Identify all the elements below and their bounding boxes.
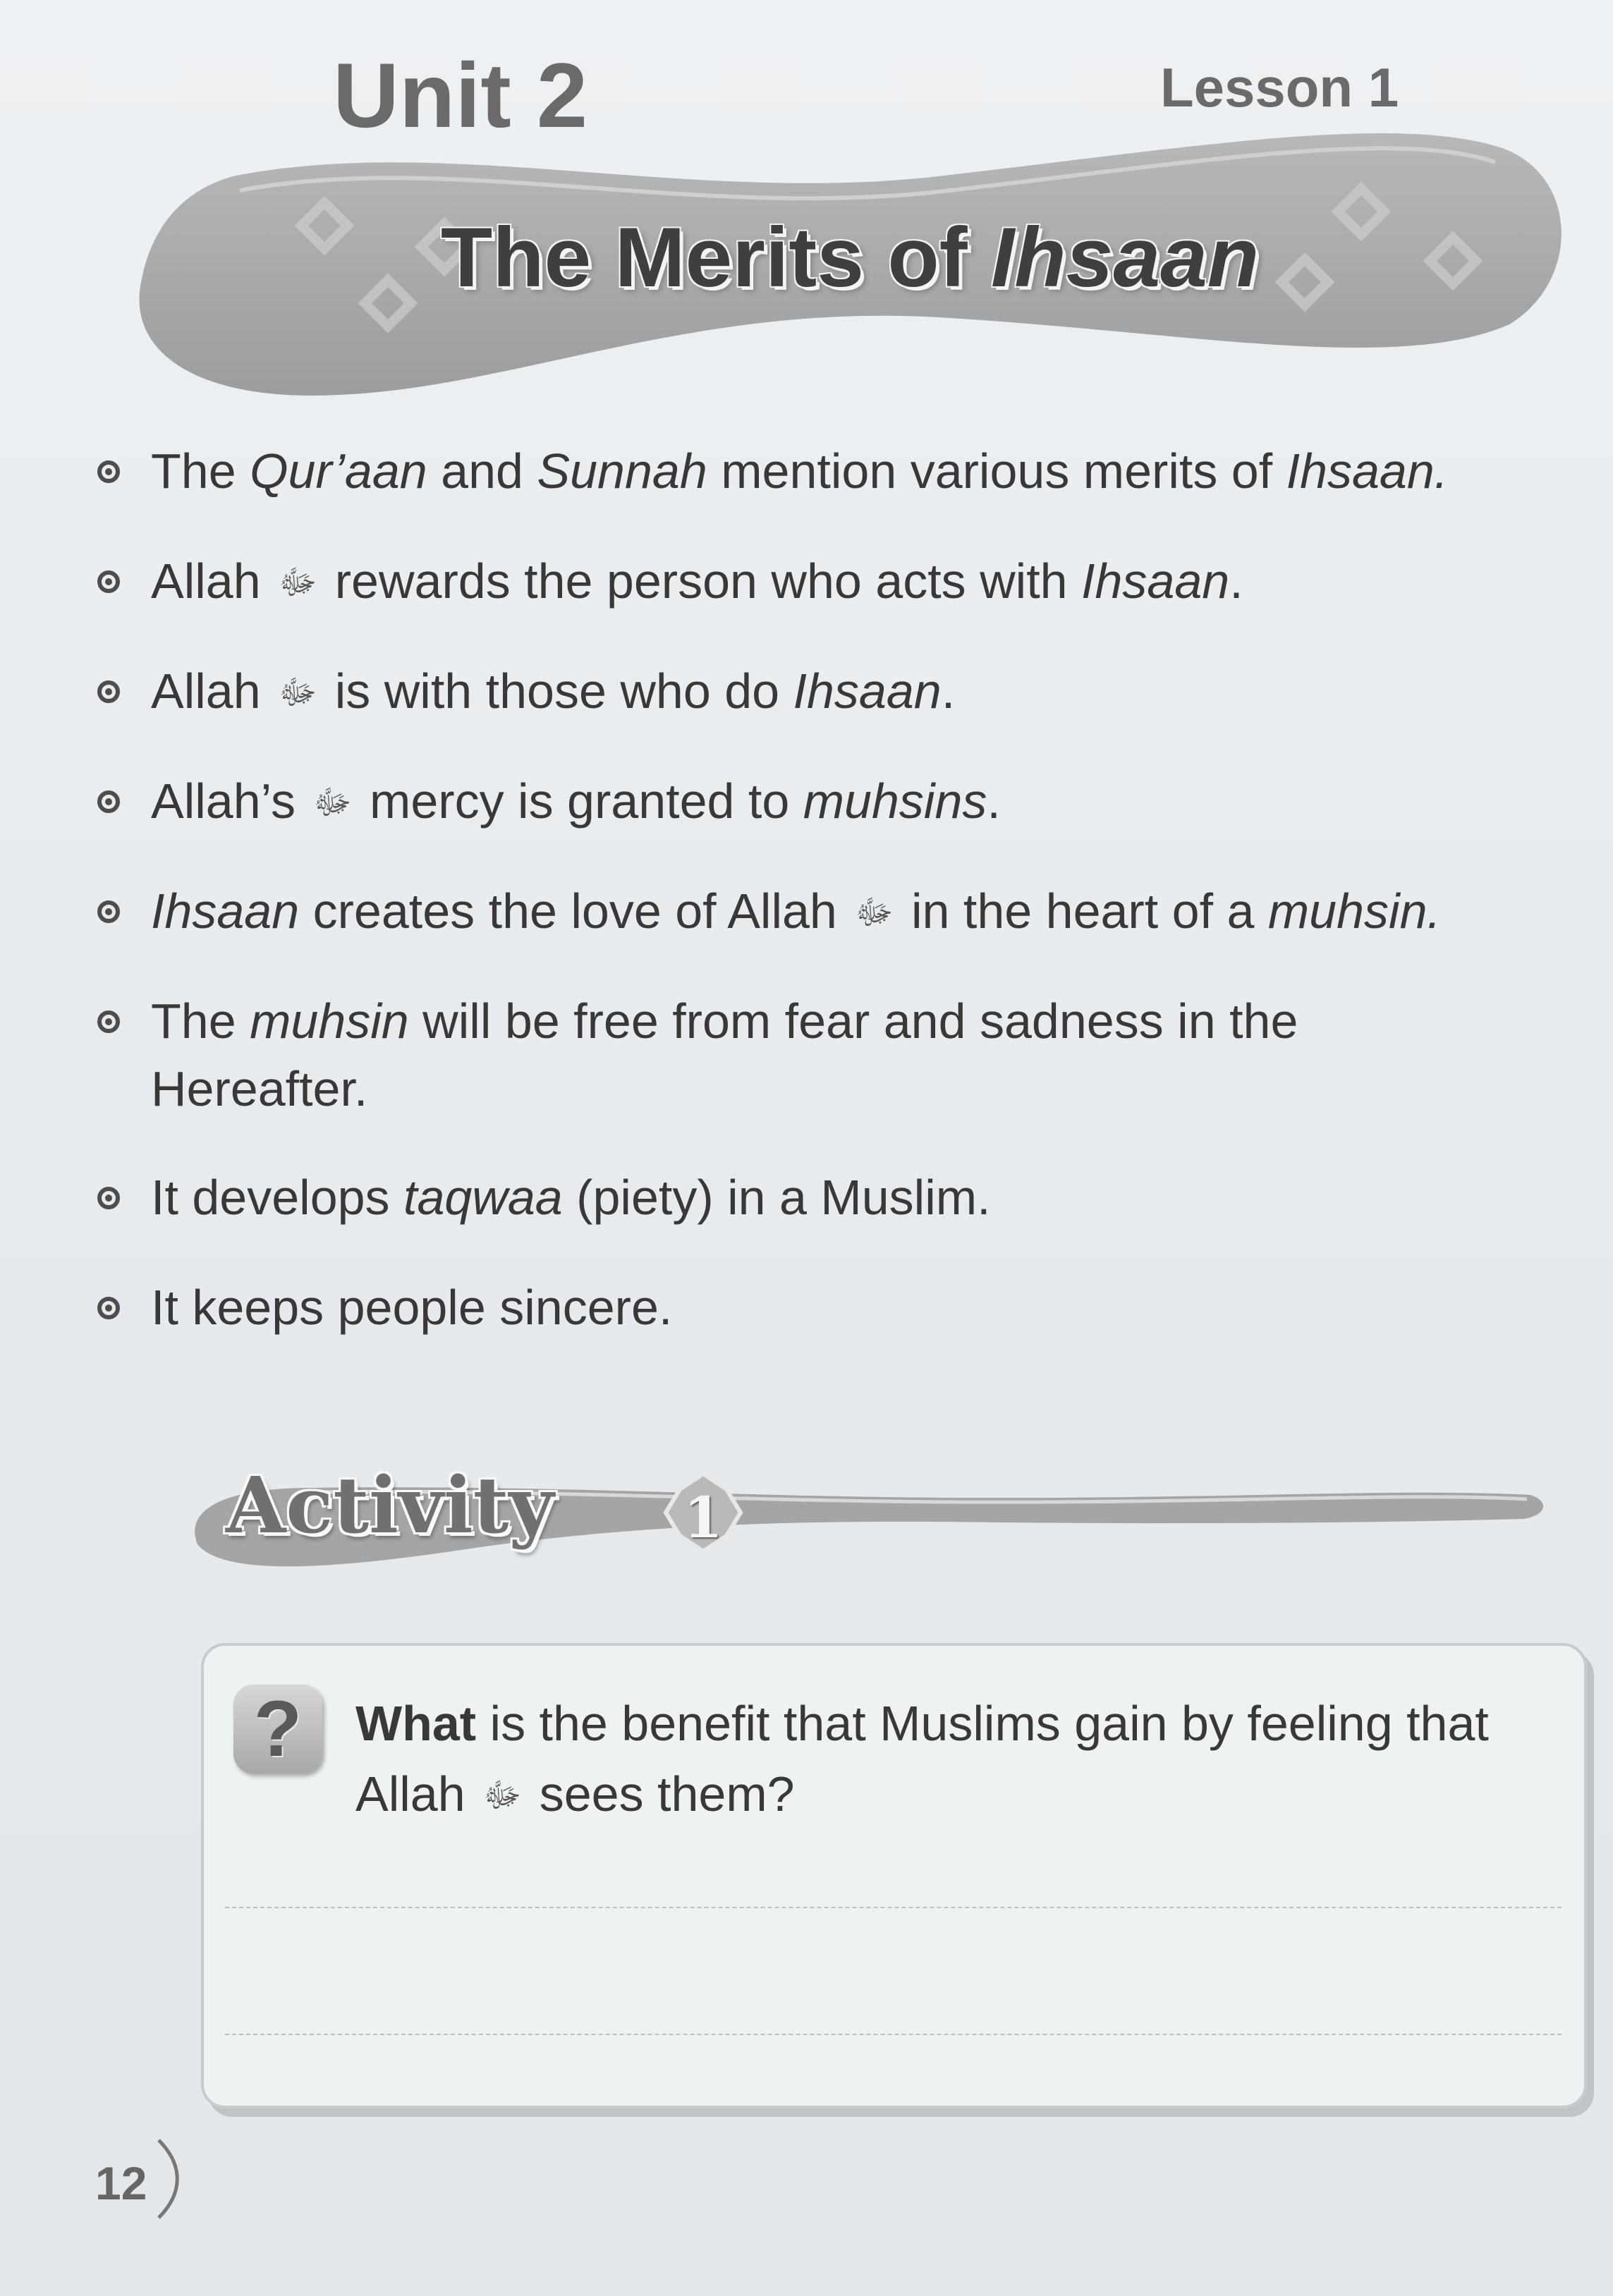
bullet-icon <box>97 1010 120 1033</box>
merit-text-run: Sunnah <box>537 444 707 499</box>
bullet-icon <box>97 1187 120 1209</box>
merit-text-run: is with those who do <box>321 664 793 719</box>
merit-text-run: The <box>151 994 250 1049</box>
merit-text-run: muhsin <box>250 994 409 1049</box>
merit-text <box>151 1164 1613 1231</box>
merit-item <box>97 767 1613 837</box>
merit-text <box>151 437 1613 505</box>
merit-item <box>97 1274 1613 1341</box>
lesson-label: Lesson 1 <box>1160 56 1399 118</box>
merit-text-run: The <box>151 444 250 499</box>
bullet-icon <box>97 900 120 923</box>
merit-text-run: rewards the person who acts with <box>321 554 1082 609</box>
bullet-icon <box>97 570 120 593</box>
honorific-symbol: ﷻ <box>279 564 317 602</box>
merit-text-run: Ihsaan <box>793 664 942 719</box>
bullet-icon <box>97 460 120 483</box>
merit-text-run: . <box>987 774 1001 829</box>
answer-line[interactable] <box>225 1907 1562 1908</box>
question-mark-icon <box>233 1685 322 1773</box>
merit-text-run: and <box>427 444 537 499</box>
merit-item <box>97 987 1491 1123</box>
honorific-symbol: ﷻ <box>855 894 894 932</box>
honorific-symbol: ﷻ <box>483 1777 522 1814</box>
merit-text-run: in the heart of a <box>897 884 1268 939</box>
question-body: is the benefit that Muslims gain by feeling that Allah <box>355 1696 1489 1821</box>
merit-text-run: creates the love of Allah <box>299 884 851 939</box>
title-banner <box>127 120 1573 416</box>
question-box <box>201 1643 1587 2108</box>
merit-text <box>151 877 1613 947</box>
merit-text-run: Ihsaan <box>1081 554 1230 609</box>
merit-text-run: muhsin. <box>1267 884 1441 939</box>
honorific-symbol: ﷻ <box>313 784 352 822</box>
lesson-title <box>127 210 1573 305</box>
merit-text-run: Allah <box>151 554 275 609</box>
merit-text-run: (piety) in a Muslim. <box>562 1170 991 1225</box>
merit-text-run: Qur’aan <box>250 444 427 499</box>
question-lead: What <box>355 1696 477 1751</box>
merit-text-run: Ihsaan <box>151 884 300 939</box>
merit-text-run: Ihsaan. <box>1286 444 1449 499</box>
merit-text-run: taqwaa <box>403 1170 563 1225</box>
question-text <box>355 1688 1554 1831</box>
merit-item <box>97 437 1613 505</box>
merit-text-run: It keeps people sincere. <box>151 1280 673 1335</box>
merit-item <box>97 657 1613 727</box>
activity-banner <box>169 1446 1545 1587</box>
merit-text <box>151 987 1491 1123</box>
merit-text-run: Allah <box>151 664 275 719</box>
merit-text-run: Allah’s <box>151 774 310 829</box>
lesson-title-term: Ihsaan <box>990 210 1260 305</box>
merit-text-run: muhsins <box>803 774 987 829</box>
unit-title: Unit 2 <box>333 44 588 147</box>
activity-number: 1 <box>683 1484 723 1551</box>
bullet-icon <box>97 1297 120 1319</box>
bullet-icon <box>97 680 120 703</box>
merit-text-run: . <box>941 664 956 719</box>
activity-label: Activity <box>226 1460 554 1551</box>
merit-text <box>151 547 1613 617</box>
question-end: sees them? <box>525 1766 795 1821</box>
merit-text-run: mercy is granted to <box>355 774 803 829</box>
merit-text-run: mention various merits of <box>707 444 1286 499</box>
merit-text <box>151 1274 1613 1341</box>
merit-text-run: . <box>1229 554 1243 609</box>
bullet-icon <box>97 790 120 813</box>
merit-item <box>97 547 1613 617</box>
question-mark-glyph: ? <box>253 1685 303 1773</box>
honorific-symbol: ﷻ <box>279 674 317 712</box>
page-number-bracket <box>152 2137 187 2221</box>
merit-text-run: will be free from fear and sadness in the Hereafter. <box>151 994 1298 1116</box>
merit-text <box>151 767 1613 837</box>
merit-item <box>97 1164 1613 1231</box>
answer-line[interactable] <box>225 2034 1562 2035</box>
lesson-title-prefix: The Merits of <box>440 210 991 305</box>
merit-text-run: It develops <box>151 1170 403 1225</box>
merit-text <box>151 657 1613 727</box>
page-number: 12 <box>95 2157 147 2209</box>
merit-item <box>97 877 1613 947</box>
